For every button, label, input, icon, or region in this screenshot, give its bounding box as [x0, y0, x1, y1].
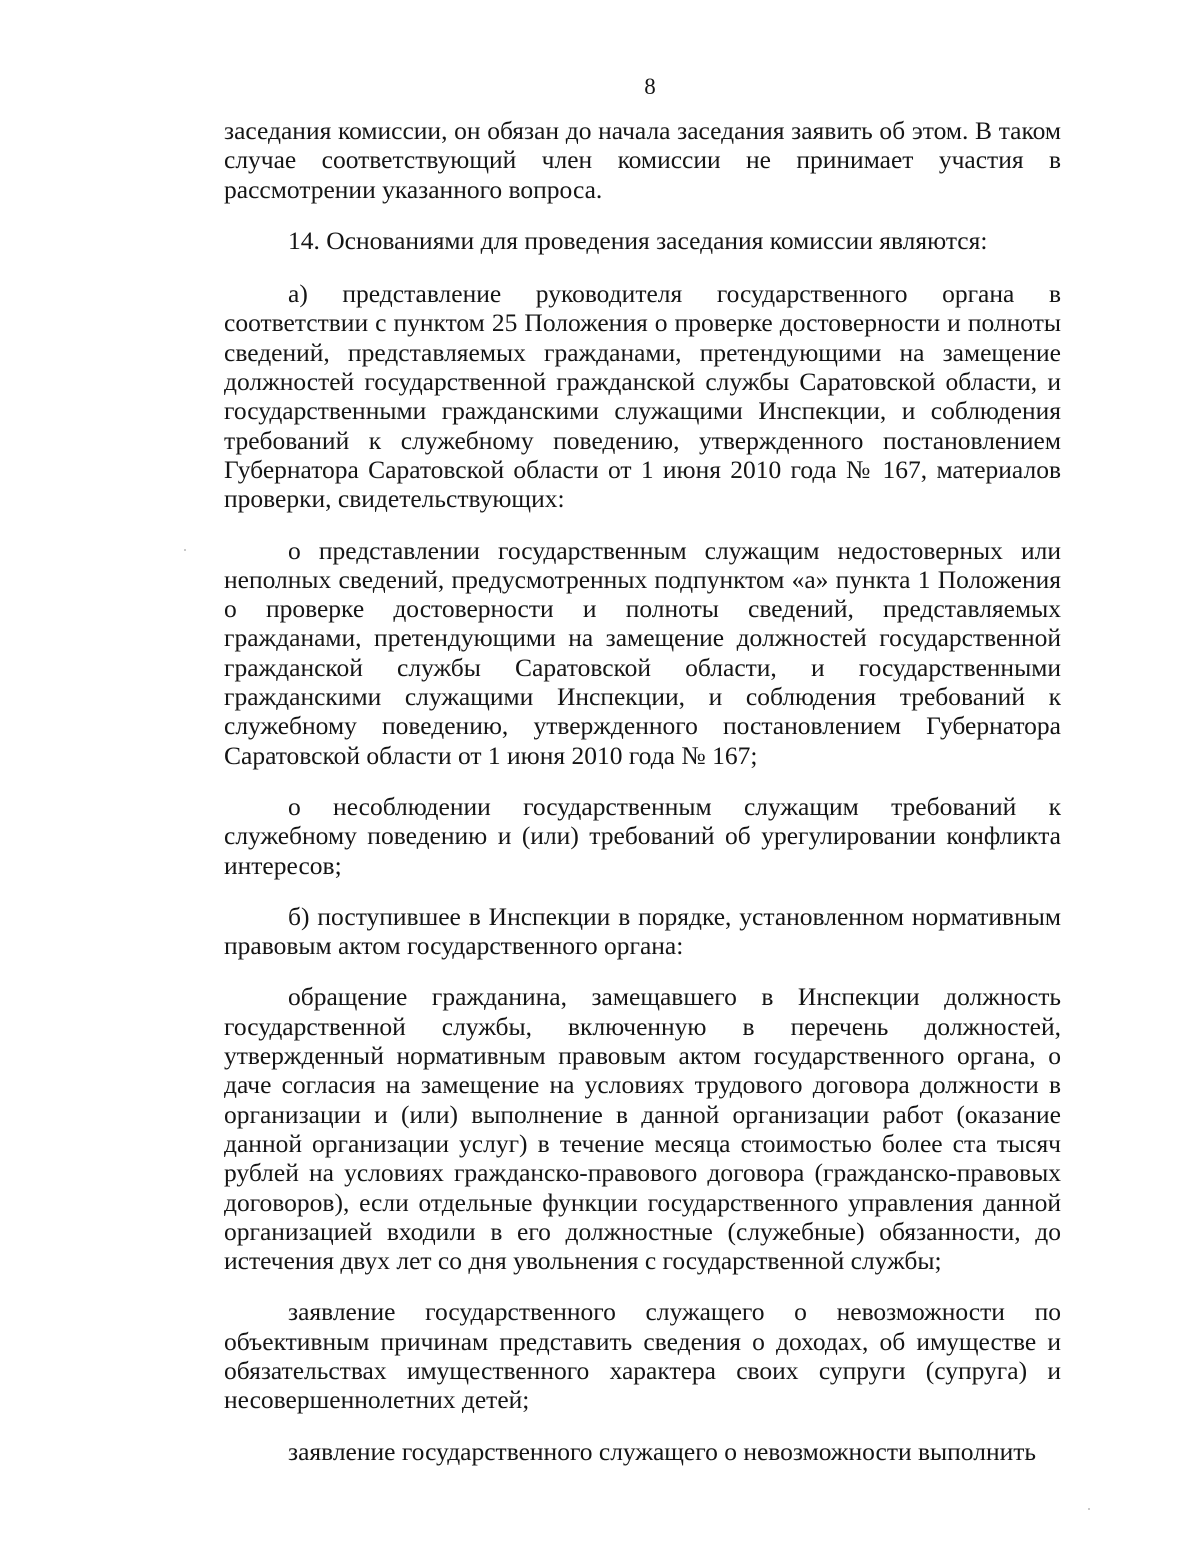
paragraph-b-received: б) поступившее в Инспекции в порядке, установленном нормативным правовым актом государственного органа: — [224, 901, 1061, 961]
document-body — [224, 116, 1061, 1488]
paragraph-14-heading: 14. Основаниями для проведения заседания комиссии являются: — [288, 225, 988, 255]
paragraph-false-information: о представлении государственным служащим недостоверных или неполных сведений, предусмотренных подпунктом «а» пункта 1 Положения о проверке достоверности и полноты сведений, представляемых гражданами, претендующими на замещение должностей государственной гражданской службы Саратовской области, и государственными гражданскими служащими Инспекции, и соблюдения требований к служебному поведению, утвержденного постановлением Губернатора Саратовской области от 1 июня 2010 года № 167; — [224, 535, 1061, 770]
paragraph-citizen-appeal: обращение гражданина, замещавшего в Инспекции должность государственной службы, включенную в перечень должностей, утвержденный нормативным правовым актом государственного органа, о даче согласия на замещение на условиях трудового договора должности в организации и (или) выполнение в данной организации работ (оказание данной организации услуг) в течение месяца стоимостью более ста тысяч рублей на условиях гражданско-правового договора (гражданско-правовых договоров), если отдельные функции государственного управления данной организацией входили в его должностные (служебные) обязанности, до истечения двух лет со дня увольнения с государственной службы; — [224, 982, 1061, 1276]
page-number: 8 — [644, 74, 656, 99]
paragraph-income-statement: заявление государственного служащего о невозможности по объективным причинам представить сведения о доходах, об имуществе и обязательствах имущественного характера своих супруги (супруга) и несовершеннолетних детей; — [224, 1297, 1061, 1415]
paragraph-commission-notice: заседания комиссии, он обязан до начала заседания заявить об этом. В таком случае соответствующий член комиссии не принимает участия в рассмотрении указанного вопроса. — [224, 116, 1061, 204]
paragraph-conduct-violation: о несоблюдении государственным служащим требований к служебному поведению и (или) требований об урегулировании конфликта интересов; — [224, 791, 1061, 880]
paragraph-a-representation: а) представление руководителя государственного органа в соответствии с пунктом 25 Положения о проверке достоверности и полноты сведений, представляемых гражданами, претендующими на замещение должностей государственной гражданской службы Саратовской области, и государственными гражданскими служащими Инспекции, и соблюдения требований к служебному поведению, утвержденного постановлением Губернатора Саратовской области от 1 июня 2010 года № 167, материалов проверки, свидетельствующих: — [224, 279, 1061, 514]
paragraph-inability-statement: заявление государственного служащего о невозможности выполнить — [288, 1436, 1037, 1466]
scan-dust-mark — [184, 549, 186, 551]
scan-dust-mark — [1088, 1508, 1090, 1510]
